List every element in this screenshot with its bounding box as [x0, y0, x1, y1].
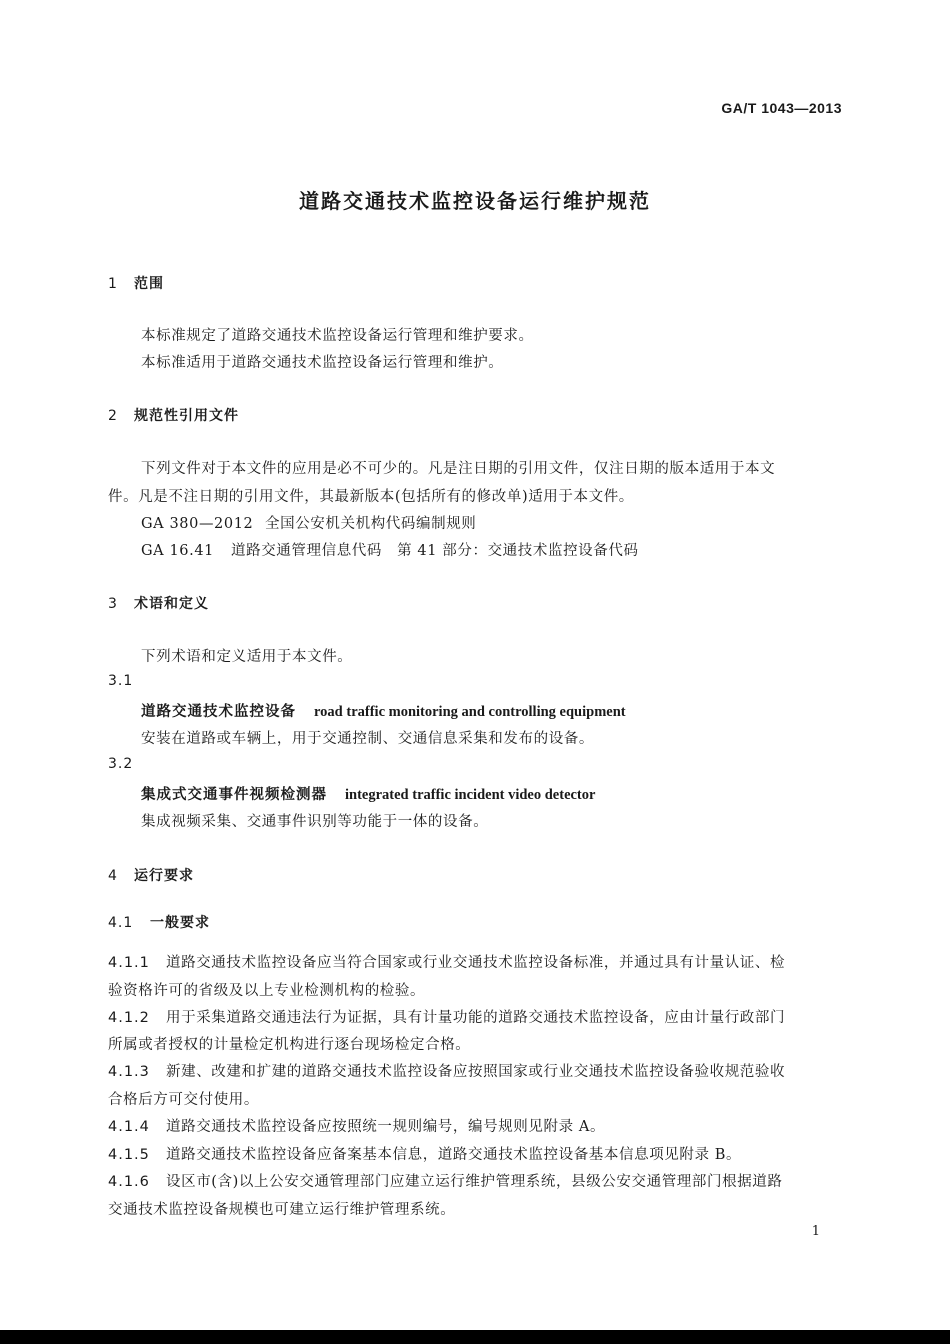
scope-paragraph-1: 本标准规定了道路交通技术监控设备运行管理和维护要求。: [141, 328, 534, 344]
normative-reference-2: [141, 539, 639, 560]
normative-intro-line-1: 下列文件对于本文件的应用是必不可少的。凡是注日期的引用文件，仅注日期的版本适用于本文: [141, 461, 776, 477]
section-title: 规范性引用文件: [134, 408, 239, 424]
clause-continuation: 验资格许可的省级及以上专业检测机构的检验。: [108, 983, 426, 999]
document-title: 道路交通技术监控设备运行维护规范: [299, 189, 651, 213]
clause-text: 道路交通技术监控设备应备案基本信息，道路交通技术监控设备基本信息项见附录 B。: [166, 1147, 742, 1163]
page-bottom-edge: [0, 1330, 950, 1344]
clause-4-1-4: [108, 1115, 605, 1136]
section-title: 术语和定义: [134, 596, 209, 612]
term-definition: 安装在道路或车辆上，用于交通控制、交通信息采集和发布的设备。: [141, 731, 594, 747]
clause-text: 道路交通技术监控设备应按照统一规则编号，编号规则见附录 A。: [166, 1119, 606, 1135]
reference-title: 全国公安机关机构代码编制规则: [265, 516, 477, 532]
clause-4-1-2: [108, 1006, 785, 1027]
clause-continuation: 所属或者授权的计量检定机构进行逐台现场检定合格。: [108, 1037, 471, 1053]
subsection-number: 4.1: [108, 915, 134, 931]
section-number: 4: [108, 868, 118, 884]
subsection-title: 一般要求: [150, 915, 210, 931]
clause-number: 4.1.4: [108, 1119, 150, 1135]
term-number: 3.1: [108, 673, 134, 689]
clause-text: 设区市(含)以上公安交通管理部门应建立运行维护管理系统，县级公安交通管理部门根据道路: [166, 1174, 783, 1190]
section-title: 运行要求: [134, 868, 194, 884]
term-chinese: 集成式交通事件视频检测器: [141, 787, 327, 803]
normative-reference-1: [141, 512, 476, 533]
section-number: 1: [108, 276, 118, 292]
term-entry: [141, 700, 626, 721]
clause-4-1-6: [108, 1170, 783, 1191]
clause-number: 4.1.2: [108, 1010, 150, 1026]
scope-paragraph-2: 本标准适用于道路交通技术监控设备运行管理和维护。: [141, 355, 504, 371]
term-english: road traffic monitoring and controlling equipment: [314, 704, 626, 720]
subsection-4-1-heading: [108, 912, 210, 932]
clause-number: 4.1.5: [108, 1147, 150, 1163]
terms-intro: 下列术语和定义适用于本文件。: [141, 649, 353, 665]
section-4-heading: [108, 865, 194, 885]
clause-4-1-3: [108, 1060, 785, 1081]
reference-code: GA 380—2012: [141, 516, 254, 532]
clause-number: 4.1.1: [108, 955, 150, 971]
term-chinese: 道路交通技术监控设备: [141, 704, 296, 720]
clause-4-1-5: [108, 1143, 741, 1164]
clause-text: 用于采集道路交通违法行为证据，具有计量功能的道路交通技术监控设备，应由计量行政部门: [166, 1010, 786, 1026]
reference-code: GA 16.41: [141, 543, 214, 559]
term-definition: 集成视频采集、交通事件识别等功能于一体的设备。: [141, 814, 489, 830]
standard-code: GA/T 1043—2013: [721, 100, 842, 116]
clause-continuation: 合格后方可交付使用。: [108, 1092, 259, 1108]
clause-continuation: 交通技术监控设备规模也可建立运行维护管理系统。: [108, 1202, 456, 1218]
reference-title: 道路交通管理信息代码 第 41 部分：交通技术监控设备代码: [231, 543, 639, 559]
normative-intro-line-2: 件。凡是不注日期的引用文件，其最新版本(包括所有的修改单)适用于本文件。: [108, 489, 634, 505]
page-number: 1: [811, 1224, 820, 1239]
section-3-heading: [108, 593, 209, 613]
term-entry: [141, 783, 595, 804]
section-title: 范围: [134, 276, 164, 292]
clause-text: 新建、改建和扩建的道路交通技术监控设备应按照国家或行业交通技术监控设备验收规范验收: [166, 1064, 786, 1080]
section-1-heading: [108, 273, 164, 293]
section-number: 3: [108, 596, 118, 612]
term-number: 3.2: [108, 756, 134, 772]
section-2-heading: [108, 405, 239, 425]
clause-4-1-1: [108, 951, 785, 972]
section-number: 2: [108, 408, 118, 424]
clause-number: 4.1.3: [108, 1064, 150, 1080]
clause-text: 道路交通技术监控设备应当符合国家或行业交通技术监控设备标准，并通过具有计量认证、检: [166, 955, 786, 971]
clause-number: 4.1.6: [108, 1174, 150, 1190]
term-english: integrated traffic incident video detector: [345, 787, 596, 803]
